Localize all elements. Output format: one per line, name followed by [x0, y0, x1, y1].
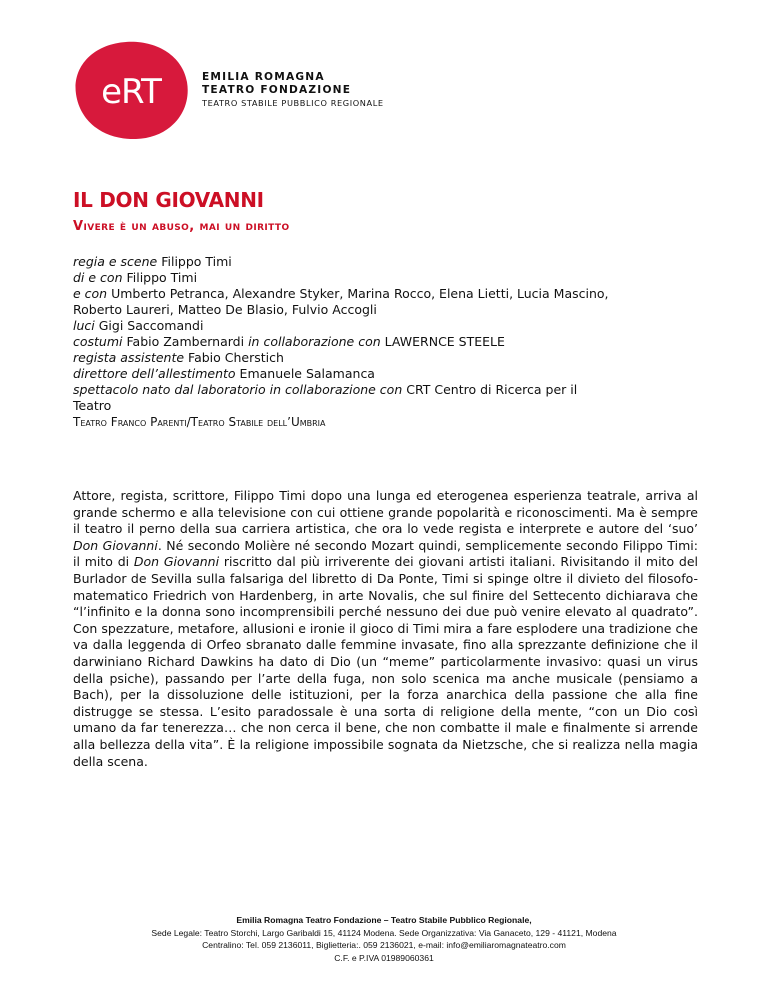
credit-value: CRT Centro di Ricerca per il: [406, 382, 578, 397]
body-text-part: Attore, regista, scrittore, Filippo Timi dopo una lunga ed eterogenea esperienza teatrale, arriva al grande schermo e alla televisione con cui ottiene grande popolarità e riconoscimenti. Ma è sempre il teatro il perno della sua carriera artistica, che ora lo vede regista e interprete e autore del ‘suo’: [73, 488, 698, 537]
body-text-part: riscritto dal più irriverente dei giovani artisti italiani. Rivisitando il mito del Burlador de Sevilla sulla falsariga del libretto di Da Ponte, Timi si spinge oltre il divieto del filosofo-matematico Friedrich von Hardenberg, in arte Novalis, che sul finire del Settecento dichiarava che “l’infinito e la donna sono incomprensibili perché nessuno dei due può venire elevato al quadrato”. Con spezzature, metafore, allusioni e ironie il gioco di Timi mira a fare esplodere una tradizione che va dalla leggenda di Orfeo sbranato dalle femmine invasate, fino alla sprezzante definizione che il darwiniano Richard Dawkins ha dato di Dio (un “meme” particolarmente invasivo: quasi un virus della psiche), passando per l’arte della fuga, non solo scenica ma anche musicale (pensiamo a Bach), per la dissoluzione delle istituzioni, per la forza anarchica della passione che alla fine distrugge se stessa. L’esito paradossale è una sorta di religione della mente, “con un Dio così umano da far tenerezza… che non cerca il bene, che non combatte il male e finalmente si arrende alla bellezza della vita”. È la religione impossibile sognata da Nietzsche, che si realizza nella magia della scena.: [73, 554, 698, 769]
credit-luci: [73, 318, 698, 334]
footer-org-name: Emilia Romagna Teatro Fondazione – Teatro Stabile Pubblico Regionale,: [236, 915, 532, 925]
credit-cast: [73, 286, 698, 302]
credit-value: LAWERNCE STEELE: [384, 334, 505, 349]
credit-label: in collaborazione con: [248, 334, 381, 349]
credit-value: Filippo Timi: [161, 254, 232, 269]
credit-value: Filippo Timi: [126, 270, 198, 285]
body-italic-title: Don Giovanni: [133, 554, 220, 570]
credit-label: regia e scene: [73, 254, 158, 269]
credit-label: di e con: [73, 270, 123, 285]
body-paragraph: [73, 488, 698, 770]
credit-value: Fabio Cherstich: [188, 350, 284, 365]
credit-label: spettacolo nato dal laboratorio in collaborazione con: [73, 382, 403, 397]
page-subtitle: Vivere è un abuso, mai un diritto: [73, 219, 290, 234]
credit-label: luci: [73, 318, 95, 333]
footer: [0, 914, 768, 964]
credit-label: costumi: [73, 334, 123, 349]
logo-mark: eRT: [101, 72, 161, 112]
logo-line-3: TEATRO STABILE PUBBLICO REGIONALE: [202, 98, 384, 108]
logo: [74, 40, 474, 140]
page-title: IL DON GIOVANNI: [73, 188, 264, 212]
credit-label: e con: [73, 286, 108, 301]
credit-value: Emanuele Salamanca: [239, 366, 375, 381]
credit-costumi: [73, 334, 698, 350]
credit-label: regista assistente: [73, 350, 185, 365]
footer-contacts: Centralino: Tel. 059 2136011, Biglietteria:. 059 2136021, e-mail: info@emiliaromagnateatro.com: [202, 940, 566, 950]
credit-di-e-con: [73, 270, 698, 286]
body-italic-title: Don Giovanni: [73, 537, 158, 553]
credit-direttore: [73, 366, 698, 382]
credits-block: [73, 254, 698, 430]
credit-regia: [73, 254, 698, 270]
credit-spettacolo: [73, 382, 698, 398]
logo-line-2: TEATRO FONDAZIONE: [202, 84, 352, 96]
logo-line-1: EMILIA ROMAGNA: [202, 71, 325, 83]
logo-text: [202, 71, 384, 109]
producers-text: Teatro Franco Parenti/Teatro Stabile dell’Umbria: [73, 415, 326, 429]
credit-label: direttore dell’allestimento: [73, 366, 236, 381]
credit-value: Umberto Petranca, Alexandre Styker, Marina Rocco, Elena Lietti, Lucia Mascino,: [111, 286, 609, 301]
body-text-part: . Né secondo Molière né secondo Mozart quindi, semplicemente secondo Filippo Timi: il mito di: [73, 537, 698, 570]
credit-value: Teatro: [73, 398, 112, 413]
footer-address: Sede Legale: Teatro Storchi, Largo Garibaldi 15, 41124 Modena. Sede Organizzativa: Via Ganaceto, 129 - 41121, Modena: [151, 927, 617, 938]
credit-value: Fabio Zambernardi: [126, 334, 245, 349]
credit-assistente: [73, 350, 698, 366]
credit-spettacolo-continued: [73, 398, 698, 414]
credit-value: Roberto Laureri, Matteo De Blasio, Fulvio Accogli: [73, 302, 377, 317]
footer-tax-id: C.F. e P.IVA 01989060361: [334, 952, 434, 963]
credit-value: Gigi Saccomandi: [98, 318, 204, 333]
ert-logo-icon: [74, 40, 189, 140]
credit-producers: [73, 414, 698, 430]
credit-cast-continued: [73, 302, 698, 318]
